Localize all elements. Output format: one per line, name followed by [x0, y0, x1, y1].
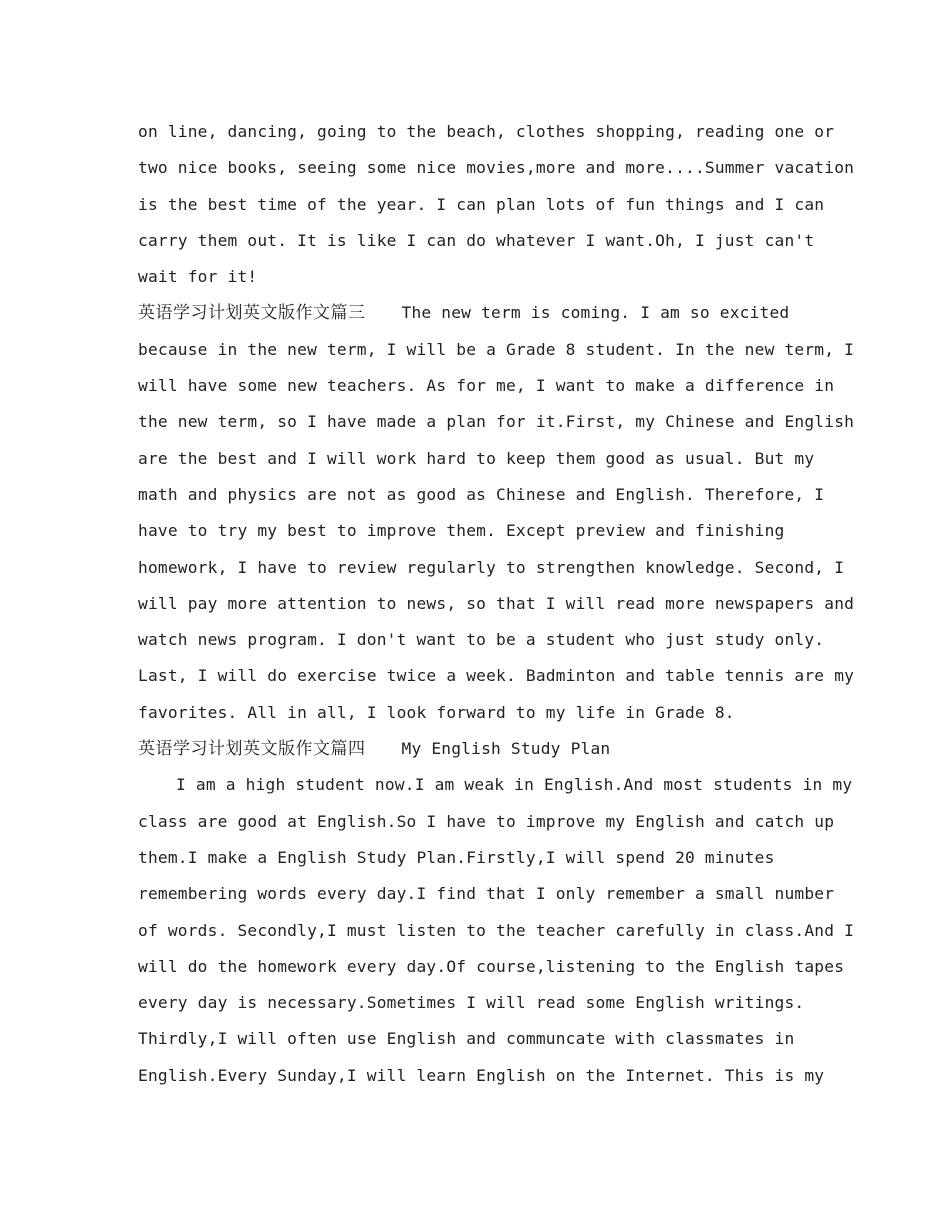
section-three-first-line: The new term is coming. I am so excited	[401, 303, 790, 323]
section-three-heading: 英语学习计划英文版作文篇三	[138, 303, 366, 324]
section-four-heading-line	[138, 731, 818, 767]
paragraph-line: will pay more attention to news, so that I will read more newspapers and	[138, 593, 855, 613]
paragraph-line: homework, I have to review regularly to strengthen knowledge. Second, I	[138, 557, 845, 577]
section-four-title: My English Study Plan	[401, 739, 611, 759]
paragraph-line: remembering words every day.I find that I only remember a small number	[138, 884, 835, 904]
paragraph-line: because in the new term, I will be a Grade 8 student. In the new term, I	[138, 339, 855, 359]
paragraph-line: Last, I will do exercise twice a week. Badminton and table tennis are my	[138, 666, 855, 686]
paragraph-line: is the best time of the year. I can plan lots of fun things and I can	[138, 194, 825, 214]
paragraph-line: will do the homework every day.Of course,listening to the English tapes	[138, 956, 845, 976]
paragraph-line: on line, dancing, going to the beach, clothes shopping, reading one or	[138, 122, 835, 141]
section-three-heading-line	[138, 295, 818, 331]
paragraph-line: the new term, so I have made a plan for it.First, my Chinese and English	[138, 412, 855, 432]
paragraph-line: watch news program. I don't want to be a student who just study only.	[138, 630, 825, 650]
paragraph-line: have to try my best to improve them. Except preview and finishing	[138, 521, 785, 541]
paragraph-line: two nice books, seeing some nice movies,more and more....Summer vacation	[138, 158, 855, 178]
paragraph-line: of words. Secondly,I must listen to the teacher carefully in class.And I	[138, 920, 855, 940]
paragraph-line: carry them out. It is like I can do whatever I want.Oh, I just can't	[138, 230, 815, 250]
paragraph-line: them.I make a English Study Plan.Firstly,I will spend 20 minutes	[138, 847, 775, 867]
paragraph-line: English.Every Sunday,I will learn English on the Internet. This is my	[138, 1065, 825, 1085]
paragraph-line: I am a high student now.I am weak in English.And most students in my	[176, 775, 853, 795]
section-four-heading: 英语学习计划英文版作文篇四	[138, 739, 366, 760]
paragraph-line: class are good at English.So I have to improve my English and catch up	[138, 811, 835, 831]
paragraph-line: are the best and I will work hard to keep them good as usual. But my	[138, 448, 815, 468]
paragraph-line: favorites. All in all, I look forward to my life in Grade 8.	[138, 702, 735, 722]
paragraph-line: every day is necessary.Sometimes I will read some English writings.	[138, 993, 805, 1013]
paragraph-line: math and physics are not as good as Chinese and English. Therefore, I	[138, 484, 825, 504]
paragraph-line: wait for it!	[138, 267, 258, 287]
paragraph-line: Thirdly,I will often use English and communcate with classmates in	[138, 1029, 795, 1049]
paragraph-line: will have some new teachers. As for me, I want to make a difference in	[138, 376, 835, 396]
document-body	[138, 114, 855, 1094]
